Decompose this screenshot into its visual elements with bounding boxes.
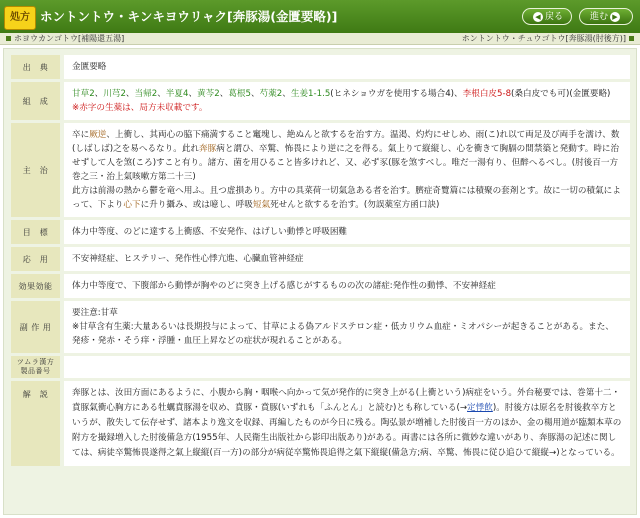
chevron-left-icon: ◀ [533,12,543,22]
herb-link[interactable]: 葛根5 [228,89,251,99]
herb-link[interactable]: 黄芩2 [197,89,220,99]
row-tsumura [11,356,630,378]
page-title: ホントントウ・キンキヨウリャク[奔豚湯(金匱要略)] [40,9,338,24]
related-formula-link[interactable]: 定悸飲 [467,403,493,413]
composition-text: 甘草2、川芎2、当帰2、半夏4、黄芩2、葛根5、芍薬2、生姜1-1.5(ヒネショウガを使用する場合4)、李根白皮5-8(桑白皮でも可)(金匱要略) ※赤字の生薬は、局方未収載です。 [60,82,630,120]
herb-link[interactable]: 半夏4 [165,89,189,99]
back-button[interactable] [522,8,572,25]
row-label: 主 治 [11,123,60,217]
row-label: 出 典 [11,55,60,79]
forward-button[interactable] [579,8,633,25]
next-formula-label: ホントントウ・チュウゴトウ[奔豚湯(肘後方)] [461,34,626,43]
herb-link[interactable]: 芍薬2 [259,89,283,99]
square-bullet-icon [6,36,11,41]
prev-formula-label: ホヨウカンゴトウ[補陽還五湯] [14,34,125,43]
target-text: 体力中等度、のどに達する上衝感、不安発作、はげしい動悸と呼吸困難 [60,220,630,244]
indication-text: 卒に厥逆、上衝し、其両心の脇下痛満すること竃塊し、絶ぬんと欲するを治す方。温渇、灼灼にせしめ、雨(こ)れ以て両足及び両手を濡け、数(しばしば)之を易へるなり。此れ奔豚病と謂ひ、卒驚、怖畏により逆に之を得る。氣上りて縦縦し、心を衝きて胸膈の間禁築と発動す。時に治せずして人を煞(ころ)すこと有り。諸方、菌を用ひること皆多けれど、又、必ず豕(豚を煞すべし。唯だ一湯有り、但醉へるべし。(肘後百一方巻之三・治上氣咳嗽方第二十三) 此方は前湯の熱から鬱を竜へ用ふ。且つ虚損あり。方中の具菜荷一切氣急ある者を治す。臍症奇覽篇には積聚の套剤とす。故に一切の積氣によって、下より心下に升り攝み、或は噫し、呼吸短氣死せんと欲するを治す。(勿誤薬室方函口訣) [60,123,630,217]
row-indication [11,123,630,217]
row-side-effect [11,301,630,353]
square-bullet-icon [629,36,634,41]
row-effect [11,274,630,298]
commentary-text: 奔豚とは、汝田方面にあるように、小腹から胸・咽喉へ向かって気が発作的に突き上がる(上衝という)病症をいう。外台秘要では、巻第十二・賁豚氣衝心胸方にある牡蠣賁豚湯を収め、賁豚・賁豚(いずれも「ふんとん」と読む)とも称している(→定悸飲)。肘後方は原名を肘後救卒方というが、散失して伝存せず、諸本より逸文を収録、再編したものが今日に残る。陶弘景が増補した肘後百一方のほか、金の楊用道が臨類本草の附方を撮録増入した肘後備急方(1955年、人民衛生出版社から影印出版あり)がある。両書には各所に微妙な違いがあり、奔豚湯の記述に関しては、病徒卒驚怖畏遂得之氣上縦縦(百一方)の部分が病従卒驚怖畏追得之氣下縦縦(備急方;病、卒驚、怖畏に従ひ追ひて縦縦→)となっている。 [60,381,630,466]
row-label: ツムラ漢方製品番号 [11,356,60,378]
herb-link[interactable]: 当帰2 [134,89,158,99]
formula-detail-table [11,52,630,469]
row-commentary [11,381,630,466]
unlisted-herb-warning: ※赤字の生薬は、局方未収載です。 [72,103,208,113]
prev-formula-link[interactable] [6,33,124,44]
row-label: 応 用 [11,247,60,271]
row-label: 効果効能 [11,274,60,298]
back-button-label: 戻る [544,12,563,22]
forward-button-label: 進む [589,12,608,22]
side-effect-text: 要注意:甘草 ※甘草含有生薬:大量あるいは長期投与によって、甘草による偽アルドステロン症・低カリウム血症・ミオパシーが起きることがある。また、発疹・発赤・そう痒・浮腫・血圧上昇などの症状が現れることがある。 [60,301,630,353]
sibling-navigation [0,33,640,45]
next-formula-link[interactable] [462,33,634,44]
term-link[interactable]: 奔豚 [199,144,217,154]
row-label: 組 成 [11,82,60,120]
source-text: 金匱要略 [60,55,630,79]
term-link[interactable]: 厥逆 [89,130,107,140]
herb-link[interactable]: 生姜1-1.5 [290,89,331,99]
effect-text: 体力中等度で、下腹部から動悸が胸やのどに突き上げる感じがするものの次の諸症:発作性の動悸、不安神経症 [60,274,630,298]
herb-link-unlisted[interactable]: 李根白皮5-8 [462,89,512,99]
herb-link[interactable]: 甘草2 [72,89,95,99]
term-link[interactable]: 短氣 [252,200,271,210]
chevron-right-icon: ▶ [610,12,620,22]
category-badge: 処方 [4,6,36,30]
row-source [11,55,630,79]
row-label: 副 作 用 [11,301,60,353]
row-target [11,220,630,244]
row-application [11,247,630,271]
herb-link[interactable]: 川芎2 [103,89,126,99]
row-composition [11,82,630,120]
content-frame [3,48,637,515]
term-link[interactable]: 心下 [123,200,141,210]
tsumura-product-number [60,356,630,378]
header-bar [0,0,640,33]
row-label: 解 説 [11,381,60,466]
row-label: 目 標 [11,220,60,244]
application-text: 不安神経症、ヒステリー、発作性心悸亢進、心臓血管神経症 [60,247,630,271]
